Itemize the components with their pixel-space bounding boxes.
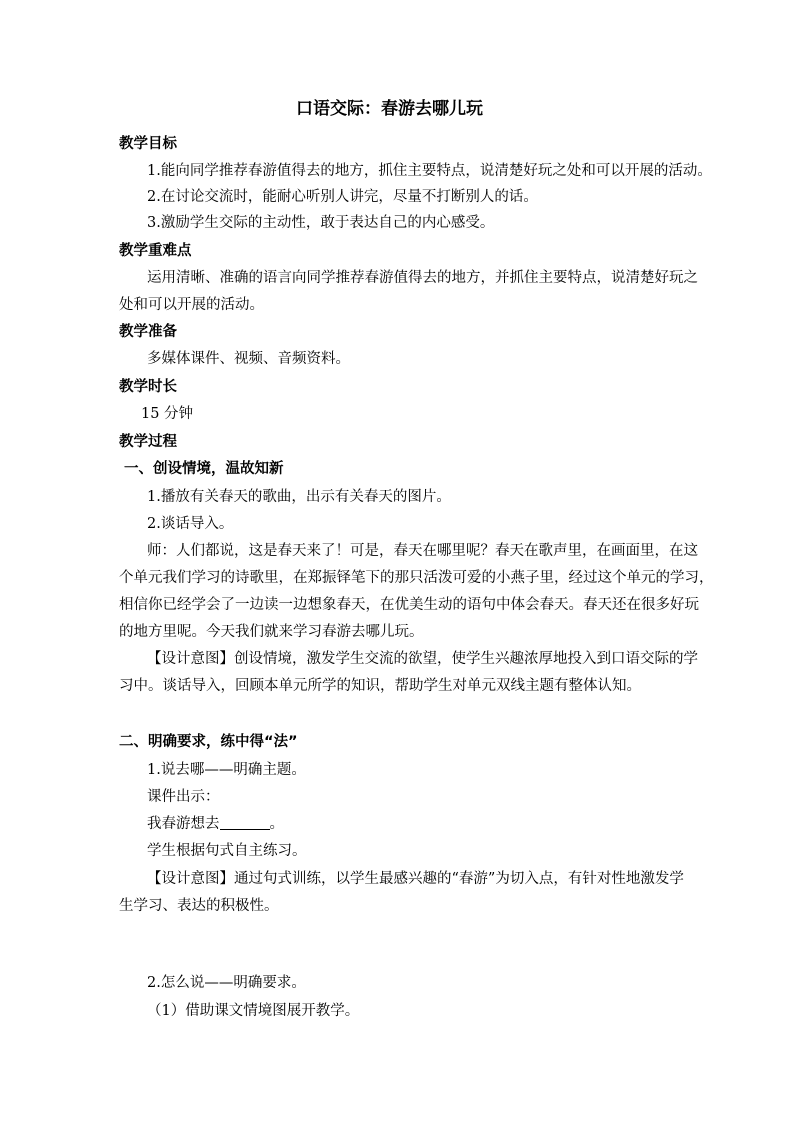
teacher-line-4: 的地方里呢。今天我们就来学习春游去哪儿玩。 <box>119 624 424 640</box>
design-intent-1-line-2: 习中。谈话导入，回顾本单元所学的知识，帮助学生对单元双线主题有整体认知。 <box>119 678 641 694</box>
keypoints-line-2: 处和可以开展的活动。 <box>119 297 264 313</box>
section-heading-process: 教学过程 <box>119 434 177 450</box>
goal-item-1: 1.能向同学推荐春游值得去的地方，抓住主要特点，说清楚好玩之处和可以开展的活动。 <box>147 163 712 179</box>
process-section-2-sub-1: （1）借助课文情境图展开教学。 <box>147 1003 360 1019</box>
section-heading-prep: 教学准备 <box>119 324 177 340</box>
teacher-line-1: 师：人们都说，这是春天来了！可是，春天在哪里呢？春天在歌声里，在画面里，在这 <box>147 543 698 559</box>
process-section-2-heading: 二、明确要求，练中得“法” <box>119 734 298 750</box>
design-intent-2-line-1: 【设计意图】通过句式训练，以学生最感兴趣的“春游”为切入点，有针对性地激发学 <box>147 871 684 887</box>
process-section-1-heading: 一、创设情境，温故知新 <box>124 461 284 477</box>
page-title: 口语交际：春游去哪儿玩 <box>296 99 483 119</box>
teacher-line-3: 相信你已经学会了一边读一边想象春天，在优美生动的语句中体会春天。春天还在很多好玩 <box>119 597 699 613</box>
practice-text: 学生根据句式自主练习。 <box>147 843 307 859</box>
sentence-pattern-end: 。 <box>269 816 284 832</box>
process-step-2: 2.谈话导入。 <box>147 516 234 532</box>
sentence-pattern <box>147 814 284 834</box>
sentence-pattern-text: 我春游想去 <box>147 816 220 832</box>
process-section-2-step-1: 1.说去哪——明确主题。 <box>147 762 306 778</box>
process-step-1: 1.播放有关春天的歌曲，出示有关春天的图片。 <box>147 489 451 505</box>
fill-in-blank <box>220 815 270 830</box>
process-section-2-step-2: 2.怎么说——明确要求。 <box>147 975 306 991</box>
design-intent-2-line-2: 生学习、表达的积极性。 <box>119 898 279 914</box>
prep-text: 多媒体课件、视频、音频资料。 <box>147 351 350 367</box>
courseware-label: 课件出示： <box>147 789 220 805</box>
goal-item-2: 2.在讨论交流时，能耐心听别人讲完，尽量不打断别人的话。 <box>147 189 538 205</box>
goal-item-3: 3.激励学生交际的主动性，敢于表达自己的内心感受。 <box>147 215 495 231</box>
section-heading-keypoints: 教学重难点 <box>119 243 192 259</box>
keypoints-line-1: 运用清晰、准确的语言向同学推荐春游值得去的地方，并抓住主要特点，说清楚好玩之 <box>147 270 698 286</box>
section-heading-duration: 教学时长 <box>119 379 177 395</box>
duration-text: 15 分钟 <box>141 406 194 422</box>
section-heading-goals: 教学目标 <box>119 136 177 152</box>
design-intent-1-line-1: 【设计意图】创设情境，激发学生交流的欲望，使学生兴趣浓厚地投入到口语交际的学 <box>147 651 698 667</box>
teacher-line-2: 个单元我们学习的诗歌里，在郑振铎笔下的那只活泼可爱的小燕子里，经过这个单元的学习， <box>119 570 714 586</box>
